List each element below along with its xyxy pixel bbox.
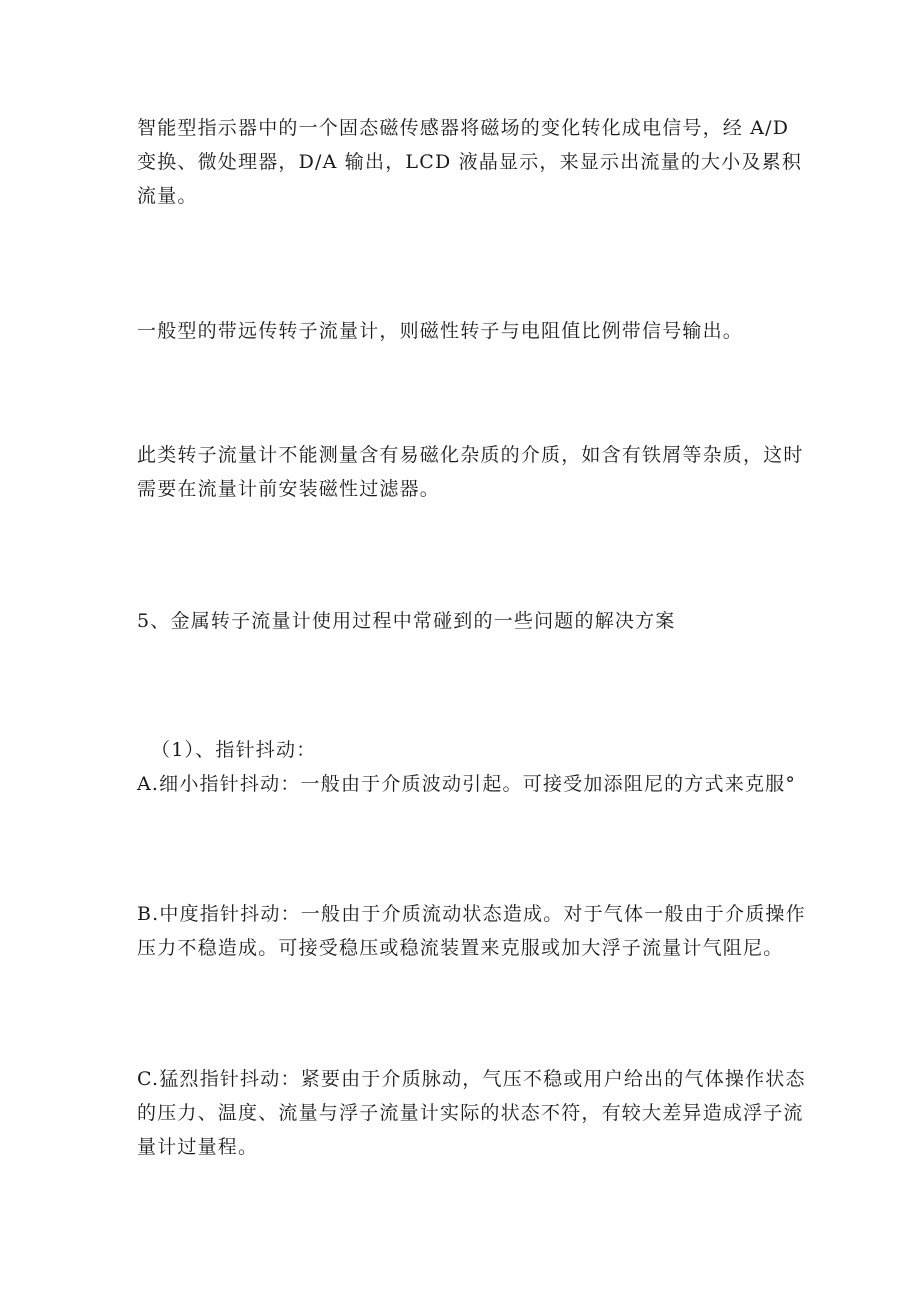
subheading-pointer-jitter: （1）、指针抖动： <box>151 739 317 761</box>
text-line: 一般型的带远传转子流量计，则磁性转子与电阻值比例带信号输出。 <box>137 320 744 342</box>
text-line: 智能型指示器中的一个固态磁传感器将磁场的变化转化成电信号，经 A/D <box>137 117 790 139</box>
paragraph-pointer-jitter-severe <box>137 1062 806 1164</box>
text-line: 压力不稳造成。可接受稳压或稳流装置来克服或加大浮子流量计气阻尼。 <box>137 937 784 959</box>
paragraph-smart-indicator <box>137 111 803 213</box>
text-line: B.中度指针抖动：一般由于介质流动状态造成。对于气体一般由于介质操作 <box>137 903 806 925</box>
paragraph-remote-transmission <box>137 314 797 348</box>
paragraph-magnetic-filter <box>137 438 804 506</box>
text-line: A.细小指针抖动：一般由于介质波动引起。可接受加添阻尼的方式来克服° <box>137 773 797 795</box>
text-line: 流量。 <box>137 185 198 207</box>
section-heading <box>137 604 797 638</box>
text-line: C.猛烈指针抖动：紧要由于介质脉动，气压不稳或用户给出的气体操作状态 <box>137 1068 806 1090</box>
text-line: 量计过量程。 <box>137 1136 259 1158</box>
text-line: 的压力、温度、流量与浮子流量计实际的状态不符，有较大差异造成浮子流 <box>137 1102 804 1124</box>
text-line: 变换、微处理器，D/A 输出，LCD 液晶显示，来显示出流量的大小及累积 <box>137 151 803 173</box>
paragraph-pointer-jitter-minor <box>137 733 797 801</box>
text-line: 5、金属转子流量计使用过程中常碰到的一些问题的解决方案 <box>137 610 676 632</box>
text-line: 此类转子流量计不能测量含有易磁化杂质的介质，如含有铁屑等杂质，这时 <box>137 444 804 466</box>
text-line: 需要在流量计前安装磁性过滤器。 <box>137 478 441 500</box>
paragraph-pointer-jitter-moderate <box>137 897 806 965</box>
